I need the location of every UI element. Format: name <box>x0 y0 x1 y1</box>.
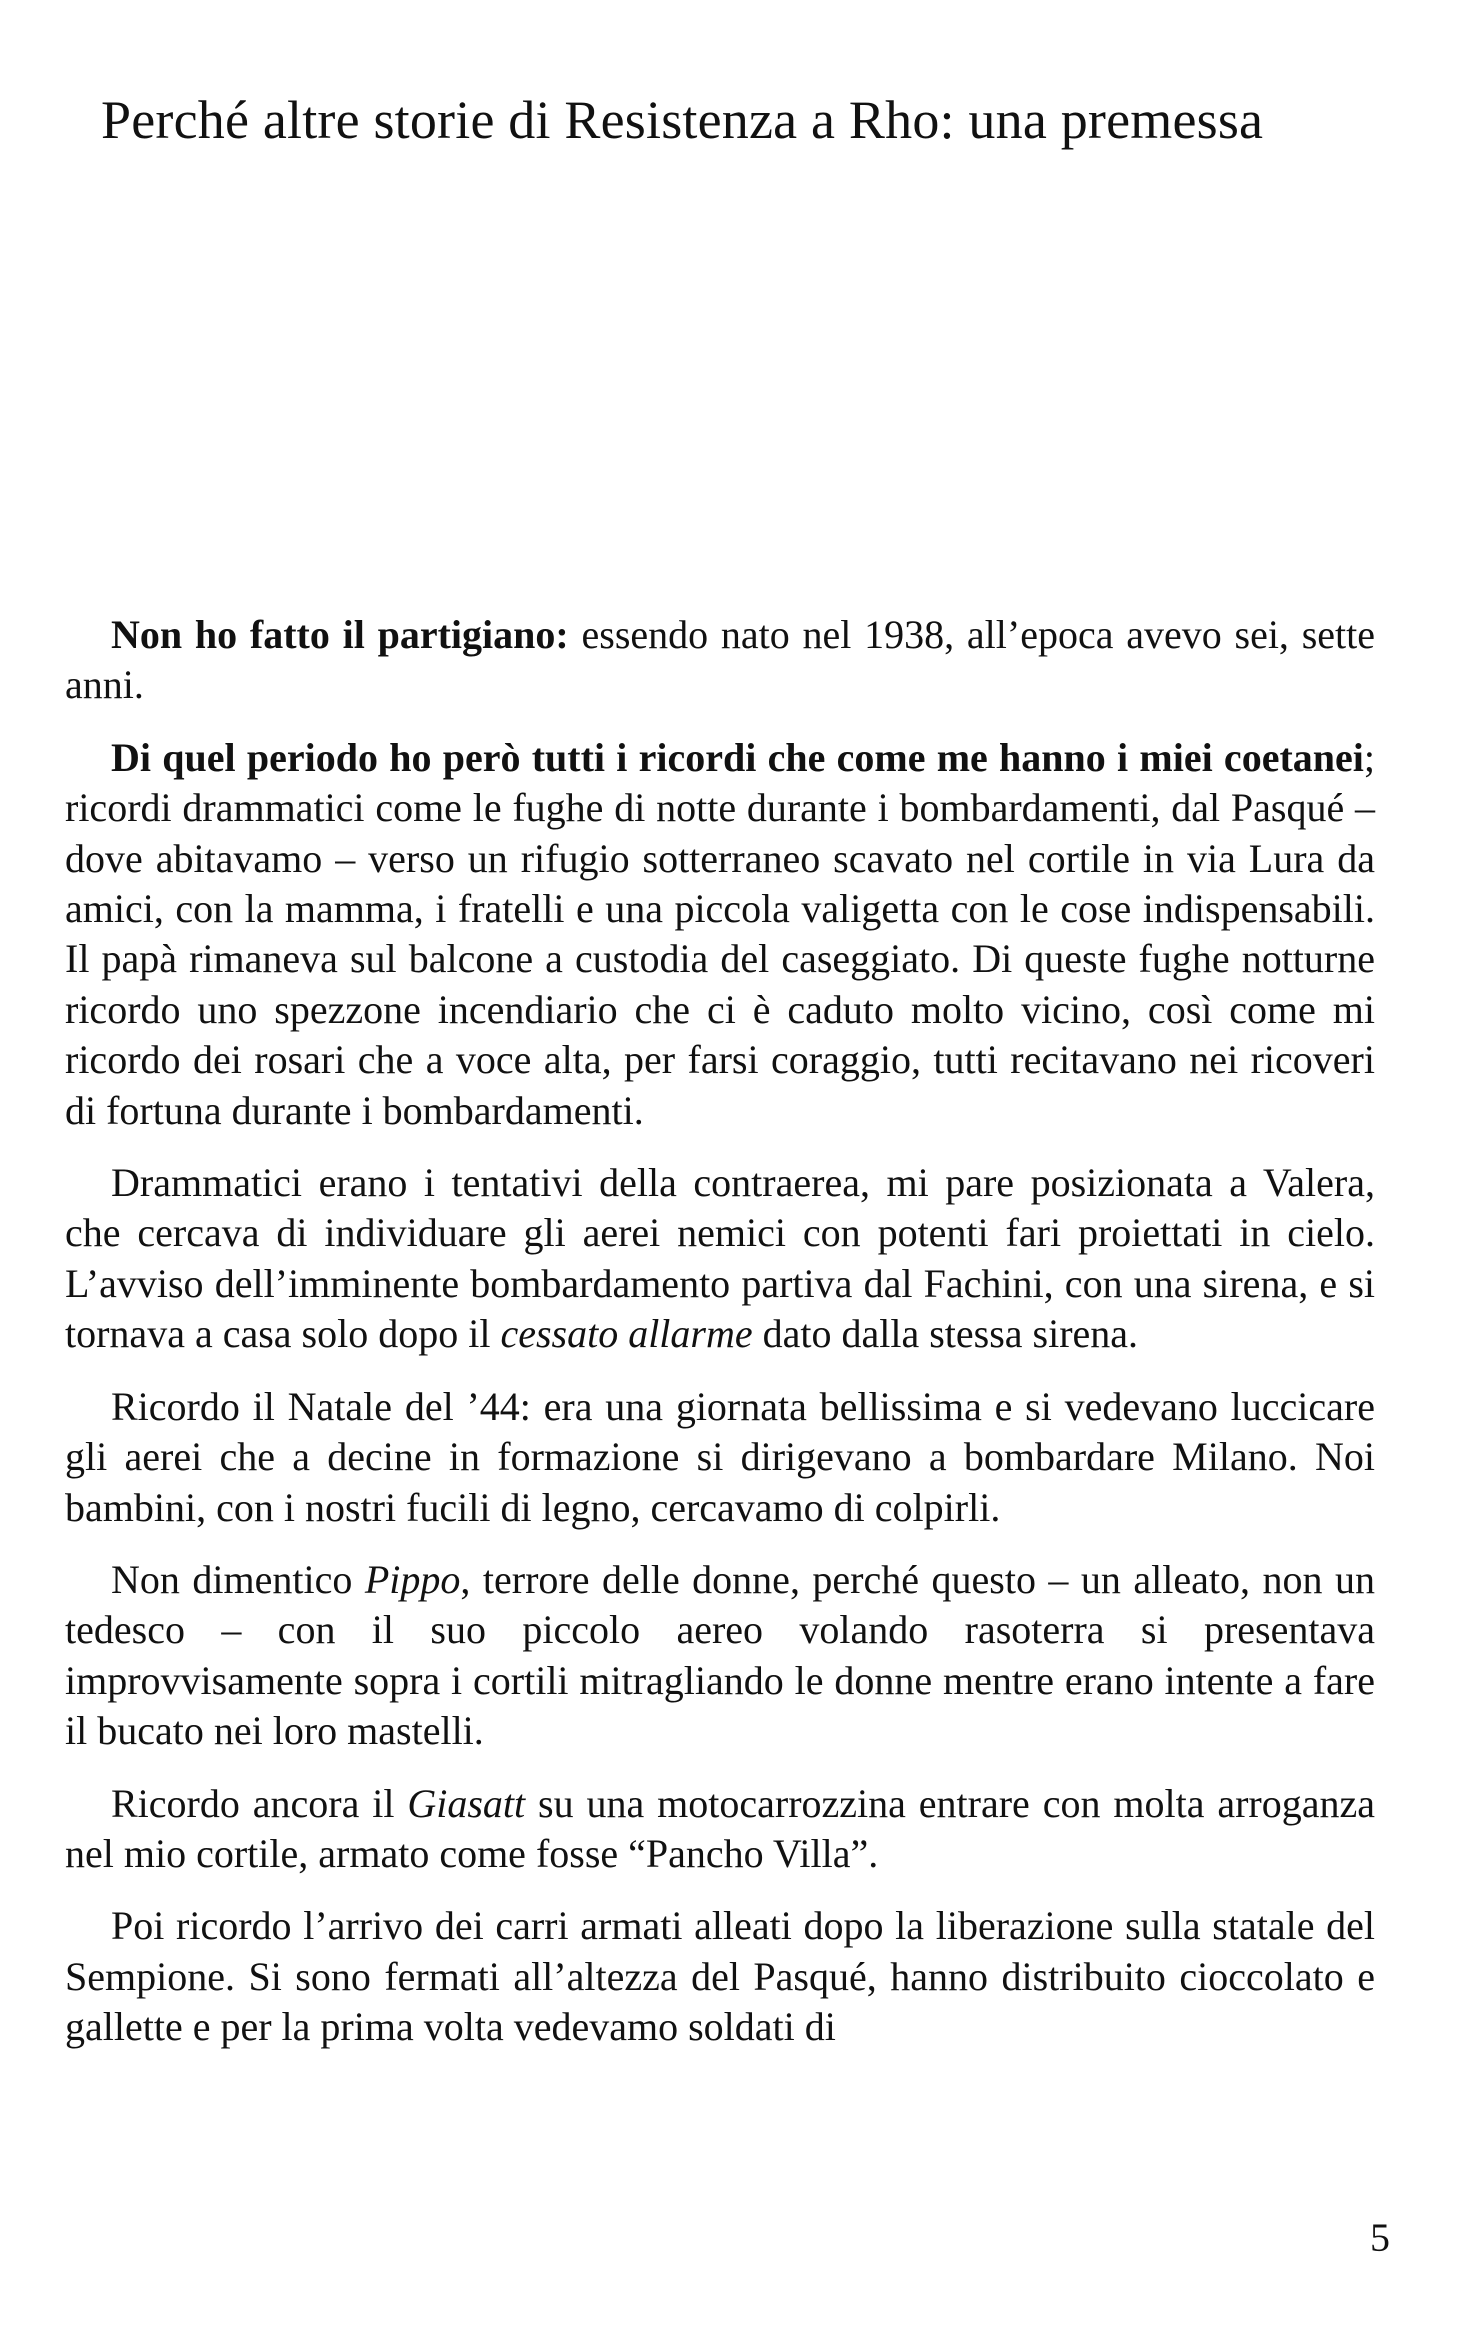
paragraph-text: Drammatici erano i tentativi della contraerea, mi pare posizionata a Valera, che cercava di individuare gli aerei nemici con potenti fari proiettati in cielo. L’avviso dell’imminente bombardamento partiva dal Fachini, con una sirena, e si tornava a casa solo dopo il <box>65 1160 1375 1357</box>
paragraph <box>65 1779 1375 1880</box>
paragraph <box>65 610 1375 711</box>
paragraph <box>65 1555 1375 1757</box>
paragraph-text: Non dimentico <box>111 1556 365 1602</box>
paragraph-italic: Giasatt <box>407 1780 526 1826</box>
paragraph <box>65 1158 1375 1360</box>
paragraph-text: Ricordo il Natale del ’44: era una giornata bellissima e si vedevano luccicare gli aerei che a decine in formazione si dirigevano a bombardare Milano. Noi bambini, con i nostri fucili di legno, cercavamo di colpirli. <box>65 1383 1375 1530</box>
paragraph-text: Poi ricordo l’arrivo dei carri armati alleati dopo la liberazione sulla statale del Sempione. Si sono fermati all’altezza del Pasqué, hanno distribuito cioccolato e gallette e per la prima volta vedevamo soldati di <box>65 1903 1375 2050</box>
paragraph-bold-lead: Non ho fatto il partigiano: <box>111 612 569 657</box>
paragraph-italic: Pippo <box>364 1556 461 1602</box>
paragraph-text: , terrore delle donne, perché questo – un alleato, non un tedesco – con il suo piccolo aereo volando rasoterra si presentava improvvisamente sopra i cortili mitragliando le donne mentre erano intente a fare il bucato nei loro mastelli. <box>65 1556 1375 1754</box>
paragraph <box>65 1901 1375 2052</box>
paragraph-text: su una motocarrozzina entrare con molta arroganza nel mio cortile, armato come fosse “Pancho Villa”. <box>65 1780 1375 1876</box>
paragraph-text: Ricordo ancora il <box>111 1780 408 1826</box>
paragraph-italic: cessato allarme <box>500 1311 753 1357</box>
paragraph-text: ; ricordi drammatici come le fughe di notte durante i bombardamenti, dal Pasqué – dove abitavamo – verso un rifugio sotterraneo scavato nel cortile in via Lura da amici, con la mamma, i fratelli e una piccola valigetta con le cose indispensabili. Il papà rimaneva sul balcone a custodia del caseggiato. Di queste fughe notturne ricordo uno spezzone incendiario che ci è caduto molto vicino, così come mi ricordo dei rosari che a voce alta, per farsi coraggio, tutti recitavano nei ricoveri di fortuna durante i bombardamenti. <box>65 734 1375 1133</box>
paragraph-text: dato dalla stessa sirena. <box>752 1311 1139 1357</box>
page-number: 5 <box>1370 2215 1390 2260</box>
body-text <box>65 610 1375 2075</box>
paragraph <box>65 733 1375 1136</box>
chapter-title: Perché altre storie di Resistenza a Rho: una premessa <box>101 90 1264 150</box>
paragraph-text: essendo nato nel 1938, all’epoca avevo sei, sette anni. <box>65 612 1375 708</box>
paragraph <box>65 1382 1375 1533</box>
paragraph-bold-lead: Di quel periodo ho però tutti i ricordi che come me hanno i miei coetanei <box>111 734 1364 780</box>
